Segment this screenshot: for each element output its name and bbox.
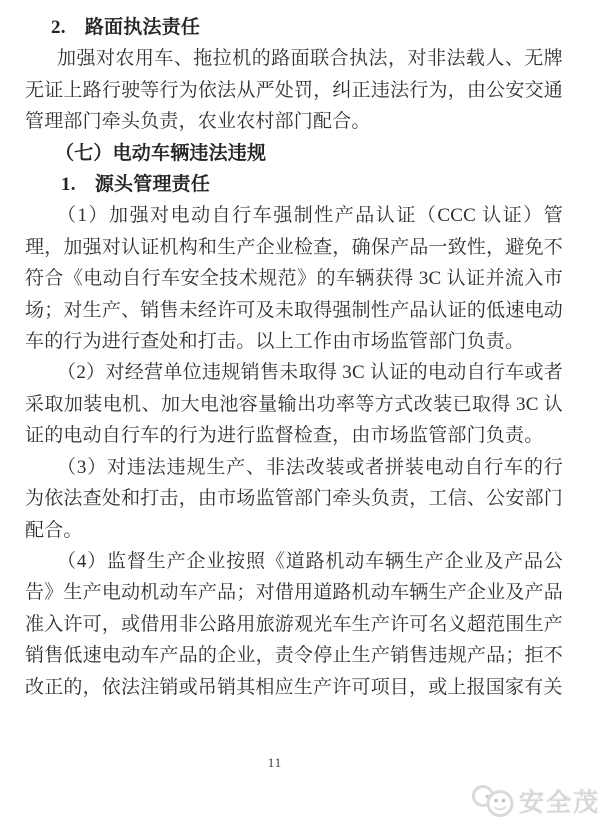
para-item-3-illegal-production: （3）对违法违规生产、非法改装或者拼装电动自行车的行为依法查处和打击，由市场监管部门牵头负责，工信、公安部门配合。 — [25, 456, 563, 541]
document-body — [25, 12, 563, 703]
para-road-enforcement: 加强对农用车、拖拉机的路面联合执法，对非法载人、无牌无证上路行驶等行为依法从严处罚，纠正违法行为，由公安交通管理部门牵头负责，农业农村部门配合。 — [25, 48, 563, 133]
page-number: 11 — [267, 755, 283, 770]
heading-ev-violations-section: （七）电动车辆违法违规 — [55, 142, 267, 164]
para-item-4-supervise-manufacturers: （4）监督生产企业按照《道路机动车辆生产企业及产品公告》生产电动机动车产品；对借用道路机动车辆生产企业及产品准入许可，或借用非公路用旅游观光车生产许可名义超范围生产销售低速电动车产品的企业，责令停止生产销售违规产品；拒不改正的，依法注销或吊销其相应生产许可项目，或上报国家有关 — [25, 550, 563, 698]
brand-name: 安全茂 — [518, 789, 600, 817]
para-item-2-illegal-sales: （2）对经营单位违规销售未取得 3C 认证的电动自行车或者采取加装电机、加大电池容量输出功率等方式改装已取得 3C 认证的电动自行车的行为进行监督检查，由市场监管部门负责。 — [25, 362, 563, 447]
para-item-1-ccc-certification: （1）加强对电动自行车强制性产品认证（CCC 认证）管理，加强对认证机构和生产企业检查，确保产品一致性，避免不符合《电动自行车安全技术规范》的车辆获得 3C 认证并流入市场；对生产、销售未经许可及未取得强制性产品认证的低速电动车的行为进行查处和打击。以上工作由市场监管部门负责。 — [25, 205, 563, 353]
heading-source-management-duty: 1. 源头管理责任 — [61, 174, 211, 196]
chat-mascot-icon — [470, 782, 518, 820]
brand-watermark — [470, 782, 600, 820]
heading-road-enforcement-duty: 2. 路面执法责任 — [51, 17, 201, 38]
